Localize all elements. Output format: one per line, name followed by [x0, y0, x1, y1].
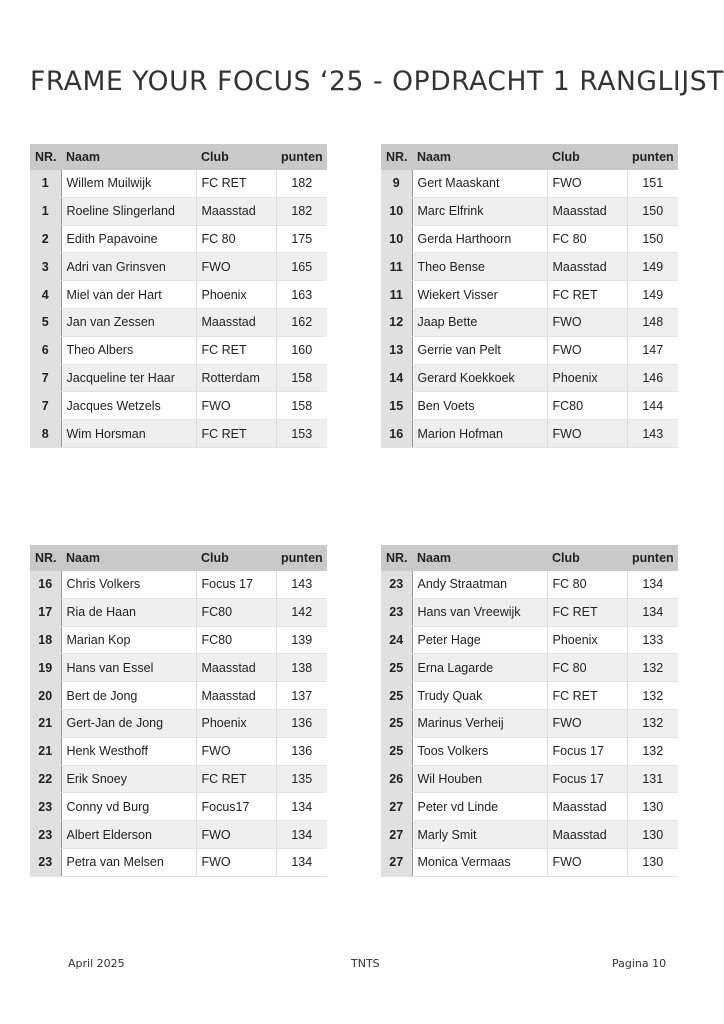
club-cell: FWO [196, 392, 276, 420]
points-cell: 150 [627, 225, 678, 253]
header-nr: NR. [381, 545, 412, 571]
rank-cell: 20 [30, 682, 61, 710]
club-cell: FWO [547, 420, 627, 448]
club-cell: Rotterdam [196, 364, 276, 392]
points-cell: 158 [276, 364, 327, 392]
name-cell: Chris Volkers [61, 571, 196, 598]
rank-cell: 3 [30, 253, 61, 281]
points-cell: 175 [276, 225, 327, 253]
rank-cell: 15 [381, 392, 412, 420]
points-cell: 130 [627, 793, 678, 821]
points-cell: 134 [276, 848, 327, 876]
header-points: punten [627, 545, 678, 571]
club-cell: Focus 17 [547, 737, 627, 765]
rank-cell: 7 [30, 364, 61, 392]
rank-cell: 10 [381, 225, 412, 253]
rank-cell: 2 [30, 225, 61, 253]
rank-cell: 23 [30, 821, 61, 849]
name-cell: Jan van Zessen [61, 308, 196, 336]
header-name: Naam [61, 545, 196, 571]
header-nr: NR. [30, 144, 61, 170]
table-row [30, 364, 327, 392]
points-cell: 143 [627, 420, 678, 448]
table-row [30, 821, 327, 849]
points-cell: 138 [276, 654, 327, 682]
rank-cell: 25 [381, 654, 412, 682]
club-cell: FWO [547, 848, 627, 876]
rank-cell: 13 [381, 336, 412, 364]
points-cell: 149 [627, 253, 678, 281]
club-cell: FC RET [547, 281, 627, 309]
rank-cell: 26 [381, 765, 412, 793]
points-cell: 165 [276, 253, 327, 281]
points-cell: 150 [627, 197, 678, 225]
table-row [30, 709, 327, 737]
rank-cell: 11 [381, 253, 412, 281]
rank-cell: 23 [381, 598, 412, 626]
points-cell: 133 [627, 626, 678, 654]
points-cell: 130 [627, 848, 678, 876]
ranking-table-4 [381, 545, 678, 877]
header-points: punten [276, 545, 327, 571]
page-title: FRAME YOUR FOCUS ‘25 - OPDRACHT 1 RANGLIJST [30, 66, 724, 97]
table-row [381, 654, 678, 682]
club-cell: Maasstad [547, 821, 627, 849]
table-row [381, 336, 678, 364]
rank-cell: 27 [381, 793, 412, 821]
rank-cell: 23 [381, 571, 412, 598]
name-cell: Miel van der Hart [61, 281, 196, 309]
table-row [381, 848, 678, 876]
table-row [381, 793, 678, 821]
ranking-table-3 [30, 545, 327, 877]
name-cell: Marly Smit [412, 821, 547, 849]
rank-cell: 7 [30, 392, 61, 420]
table-row [381, 392, 678, 420]
rank-cell: 1 [30, 170, 61, 197]
club-cell: Focus 17 [196, 571, 276, 598]
name-cell: Marian Kop [61, 626, 196, 654]
points-cell: 146 [627, 364, 678, 392]
club-cell: Focus 17 [547, 765, 627, 793]
club-cell: Maasstad [547, 793, 627, 821]
table-row [381, 420, 678, 448]
club-cell: FC80 [547, 392, 627, 420]
rank-cell: 25 [381, 737, 412, 765]
name-cell: Wiekert Visser [412, 281, 547, 309]
table-row [30, 848, 327, 876]
club-cell: FWO [547, 170, 627, 197]
points-cell: 160 [276, 336, 327, 364]
name-cell: Albert Elderson [61, 821, 196, 849]
table-row [381, 598, 678, 626]
rank-cell: 10 [381, 197, 412, 225]
table-row [30, 765, 327, 793]
points-cell: 142 [276, 598, 327, 626]
table-row [30, 253, 327, 281]
table-row [381, 821, 678, 849]
footer-organization: TNTS [351, 957, 380, 970]
table-row [381, 709, 678, 737]
points-cell: 134 [627, 571, 678, 598]
club-cell: FC 80 [196, 225, 276, 253]
table-row [381, 308, 678, 336]
header-name: Naam [412, 545, 547, 571]
name-cell: Marc Elfrink [412, 197, 547, 225]
rank-cell: 9 [381, 170, 412, 197]
points-cell: 136 [276, 709, 327, 737]
rank-cell: 19 [30, 654, 61, 682]
club-cell: FC 80 [547, 225, 627, 253]
points-cell: 182 [276, 197, 327, 225]
name-cell: Gerard Koekkoek [412, 364, 547, 392]
name-cell: Theo Albers [61, 336, 196, 364]
name-cell: Peter Hage [412, 626, 547, 654]
table-row [381, 626, 678, 654]
club-cell: FWO [196, 821, 276, 849]
club-cell: FC80 [196, 598, 276, 626]
club-cell: FC RET [196, 336, 276, 364]
club-cell: FC RET [547, 598, 627, 626]
club-cell: FC80 [196, 626, 276, 654]
points-cell: 131 [627, 765, 678, 793]
rank-cell: 6 [30, 336, 61, 364]
footer-page-number: Pagina 10 [612, 957, 667, 970]
name-cell: Peter vd Linde [412, 793, 547, 821]
points-cell: 139 [276, 626, 327, 654]
points-cell: 147 [627, 336, 678, 364]
rank-cell: 24 [381, 626, 412, 654]
table-row [381, 170, 678, 197]
table-row [381, 364, 678, 392]
header-name: Naam [61, 144, 196, 170]
table-row [381, 571, 678, 598]
rank-cell: 16 [30, 571, 61, 598]
name-cell: Andy Straatman [412, 571, 547, 598]
name-cell: Hans van Vreewijk [412, 598, 547, 626]
table-row [30, 225, 327, 253]
rank-cell: 12 [381, 308, 412, 336]
club-cell: FWO [547, 308, 627, 336]
table-row [30, 420, 327, 448]
table-row [30, 308, 327, 336]
rank-cell: 8 [30, 420, 61, 448]
points-cell: 132 [627, 682, 678, 710]
points-cell: 163 [276, 281, 327, 309]
header-name: Naam [412, 144, 547, 170]
rank-cell: 21 [30, 709, 61, 737]
points-cell: 134 [276, 821, 327, 849]
rank-cell: 1 [30, 197, 61, 225]
rank-cell: 23 [30, 848, 61, 876]
name-cell: Wim Horsman [61, 420, 196, 448]
points-cell: 158 [276, 392, 327, 420]
table-row [30, 336, 327, 364]
rank-cell: 25 [381, 709, 412, 737]
name-cell: Petra van Melsen [61, 848, 196, 876]
club-cell: FC RET [196, 420, 276, 448]
name-cell: Bert de Jong [61, 682, 196, 710]
points-cell: 132 [627, 654, 678, 682]
name-cell: Wil Houben [412, 765, 547, 793]
name-cell: Jacques Wetzels [61, 392, 196, 420]
header-club: Club [196, 545, 276, 571]
name-cell: Henk Westhoff [61, 737, 196, 765]
name-cell: Ben Voets [412, 392, 547, 420]
table-row [30, 392, 327, 420]
header-points: punten [627, 144, 678, 170]
name-cell: Willem Muilwijk [61, 170, 196, 197]
table-row [381, 737, 678, 765]
name-cell: Gerda Harthoorn [412, 225, 547, 253]
club-cell: Maasstad [196, 682, 276, 710]
points-cell: 151 [627, 170, 678, 197]
name-cell: Toos Volkers [412, 737, 547, 765]
header-points: punten [276, 144, 327, 170]
points-cell: 134 [276, 793, 327, 821]
header-nr: NR. [30, 545, 61, 571]
points-cell: 143 [276, 571, 327, 598]
table-row [30, 170, 327, 197]
name-cell: Ria de Haan [61, 598, 196, 626]
rank-cell: 23 [30, 793, 61, 821]
header-club: Club [547, 144, 627, 170]
table-row [381, 253, 678, 281]
rank-cell: 11 [381, 281, 412, 309]
club-cell: FC RET [547, 682, 627, 710]
points-cell: 153 [276, 420, 327, 448]
name-cell: Gert Maaskant [412, 170, 547, 197]
table-row [381, 225, 678, 253]
name-cell: Gert-Jan de Jong [61, 709, 196, 737]
club-cell: Maasstad [547, 253, 627, 281]
table-row [381, 197, 678, 225]
name-cell: Jaap Bette [412, 308, 547, 336]
club-cell: Phoenix [547, 626, 627, 654]
club-cell: Phoenix [196, 281, 276, 309]
name-cell: Gerrie van Pelt [412, 336, 547, 364]
ranking-table-1 [30, 144, 327, 448]
points-cell: 149 [627, 281, 678, 309]
table-row [30, 626, 327, 654]
name-cell: Marion Hofman [412, 420, 547, 448]
rank-cell: 5 [30, 308, 61, 336]
name-cell: Trudy Quak [412, 682, 547, 710]
club-cell: FWO [196, 848, 276, 876]
name-cell: Roeline Slingerland [61, 197, 196, 225]
club-cell: Maasstad [196, 308, 276, 336]
points-cell: 182 [276, 170, 327, 197]
name-cell: Erik Snoey [61, 765, 196, 793]
name-cell: Edith Papavoine [61, 225, 196, 253]
name-cell: Theo Bense [412, 253, 547, 281]
club-cell: FWO [547, 709, 627, 737]
table-row [381, 682, 678, 710]
header-nr: NR. [381, 144, 412, 170]
name-cell: Hans van Essel [61, 654, 196, 682]
header-club: Club [196, 144, 276, 170]
club-cell: Phoenix [196, 709, 276, 737]
table-row [30, 737, 327, 765]
rank-cell: 25 [381, 682, 412, 710]
name-cell: Jacqueline ter Haar [61, 364, 196, 392]
points-cell: 130 [627, 821, 678, 849]
table-row [30, 793, 327, 821]
club-cell: FWO [196, 253, 276, 281]
points-cell: 162 [276, 308, 327, 336]
footer-date: April 2025 [68, 957, 125, 970]
table-row [30, 682, 327, 710]
points-cell: 135 [276, 765, 327, 793]
club-cell: Phoenix [547, 364, 627, 392]
rank-cell: 14 [381, 364, 412, 392]
rank-cell: 21 [30, 737, 61, 765]
points-cell: 144 [627, 392, 678, 420]
name-cell: Marinus Verheij [412, 709, 547, 737]
rank-cell: 22 [30, 765, 61, 793]
club-cell: Focus17 [196, 793, 276, 821]
points-cell: 132 [627, 709, 678, 737]
rank-cell: 18 [30, 626, 61, 654]
rank-cell: 27 [381, 821, 412, 849]
table-row [381, 765, 678, 793]
club-cell: FWO [547, 336, 627, 364]
ranking-table-2 [381, 144, 678, 448]
table-row [30, 598, 327, 626]
club-cell: FWO [196, 737, 276, 765]
table-row [381, 281, 678, 309]
club-cell: FC 80 [547, 571, 627, 598]
rank-cell: 27 [381, 848, 412, 876]
name-cell: Erna Lagarde [412, 654, 547, 682]
table-row [30, 571, 327, 598]
name-cell: Monica Vermaas [412, 848, 547, 876]
club-cell: FC RET [196, 765, 276, 793]
club-cell: FC RET [196, 170, 276, 197]
name-cell: Adri van Grinsven [61, 253, 196, 281]
header-club: Club [547, 545, 627, 571]
rank-cell: 4 [30, 281, 61, 309]
rank-cell: 16 [381, 420, 412, 448]
table-row [30, 281, 327, 309]
table-row [30, 197, 327, 225]
club-cell: FC 80 [547, 654, 627, 682]
points-cell: 137 [276, 682, 327, 710]
table-row [30, 654, 327, 682]
points-cell: 136 [276, 737, 327, 765]
rank-cell: 17 [30, 598, 61, 626]
points-cell: 148 [627, 308, 678, 336]
points-cell: 134 [627, 598, 678, 626]
club-cell: Maasstad [196, 654, 276, 682]
club-cell: Maasstad [547, 197, 627, 225]
name-cell: Conny vd Burg [61, 793, 196, 821]
points-cell: 132 [627, 737, 678, 765]
club-cell: Maasstad [196, 197, 276, 225]
